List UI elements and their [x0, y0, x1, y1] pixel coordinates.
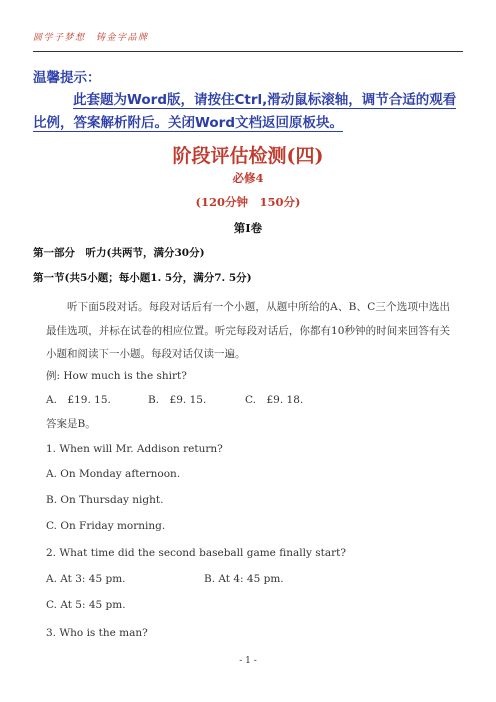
question-1: 1. When will Mr. Addison return? [46, 443, 223, 455]
question-2-option-b: B. At 4: 45 pm. [204, 573, 284, 585]
question-1-option-a: A. On Monday afternoon. [46, 468, 181, 480]
question-2-option-c: C. At 5: 45 pm. [46, 599, 126, 611]
question-1-option-c: C. On Friday morning. [46, 520, 166, 532]
question-2: 2. What time did the second baseball game finally start? [46, 547, 346, 559]
notice-body-text: 此套题为Word版，请按住Ctrl,滑动鼠标滚轴，调节合适的观看比例，答案解析附后。关闭Word文档返回原板块。 [33, 92, 457, 131]
question-1-option-b: B. On Thursday night. [46, 494, 164, 506]
question-2-option-a: A. At 3: 45 pm. [46, 573, 126, 585]
example-question: 例: How much is the shirt? [46, 370, 187, 382]
example-option-a: A. £19. 15. [46, 394, 111, 406]
example-option-c: C. £9. 18. [245, 394, 304, 406]
example-option-b: B. £9. 15. [148, 394, 207, 406]
instructions-paragraph: 听下面5段对话。每段对话后有一个小题，从题中所给的A、B、C三个选项中选出最佳选项，并标在试卷的相应位置。听完每段对话后，你都有10秒钟的时间来回答有关小题和阅读下一小题。每段对话仅读一遍。 [46, 301, 450, 360]
question-3: 3. Who is the man? [46, 627, 148, 639]
paper-title: 阶段评估检测(四) [172, 145, 324, 167]
paper-subtitle: 必修4 [232, 171, 264, 185]
example-answer: 答案是B。 [46, 418, 96, 430]
header-divider [33, 51, 463, 52]
paper-volume: 第Ⅰ卷 [233, 221, 263, 235]
page-number: - 1 - [239, 656, 257, 666]
notice-body [33, 89, 463, 135]
notice-title: 温馨提示： [33, 70, 101, 86]
section-part-heading: 第一部分 听力(共两节，满分30分) [33, 247, 205, 259]
header-motto: 圆学子梦想 铸金字品牌 [33, 33, 149, 43]
paper-timing: (120分钟 150分) [195, 195, 301, 209]
section-sub-heading: 第一节(共5小题；每小题1. 5分，满分7. 5分) [33, 272, 252, 284]
